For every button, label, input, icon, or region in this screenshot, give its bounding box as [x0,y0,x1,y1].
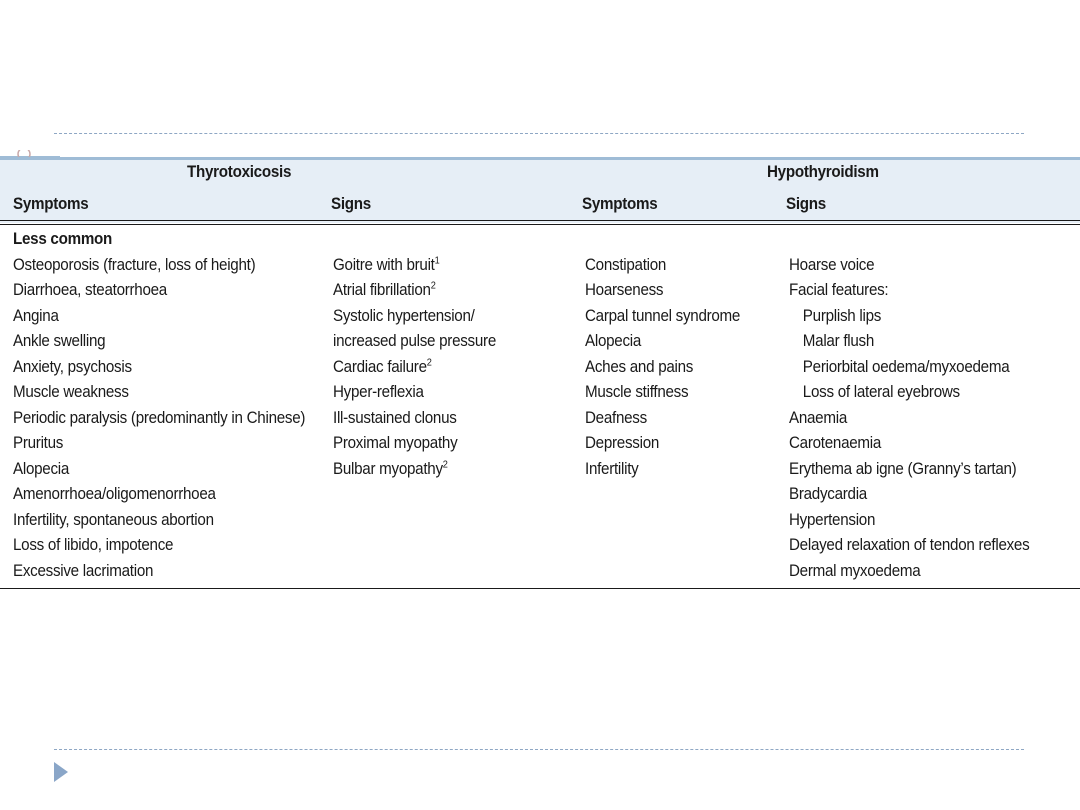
table-header [0,157,1080,223]
cell-text: Ankle swelling [13,332,106,350]
hypo-sign-item [789,457,1029,483]
thyro-symptom-item [13,380,305,406]
hypo-sign-item [789,253,1029,279]
thyro-symptom-item [13,482,305,508]
cell-text: Amenorrhoea/oligomenorrhoea [13,485,216,503]
hypo-symptom-item [585,329,740,355]
thyro-sign-item [333,329,496,355]
cell-text: Systolic hypertension/ [333,306,475,325]
thyro-symptom-item [13,559,305,585]
thyro-symptom-item [13,304,305,330]
thyro-sign-item [333,253,496,279]
footnote-marker: 2 [430,280,436,292]
thyro-symptoms-column [13,253,331,585]
hypo-signs-column [789,253,1050,585]
cell-text: Loss of lateral eyebrows [802,383,960,401]
hypo-symptom-item [585,304,740,330]
footnote-marker: 1 [434,255,440,266]
cell-text: Carpal tunnel syndrome [585,306,741,325]
cell-text: Delayed relaxation of tendon reflexes [789,536,1030,554]
footnote-marker: 2 [442,459,448,470]
thyro-sign-item [333,380,496,406]
group-title-hypothyroidism: Hypothyroidism [767,163,879,181]
hypo-sign-item [789,406,1029,432]
thyro-sign-item [333,431,496,457]
cell-text: Hypertension [789,510,876,529]
thyro-symptom-item [13,355,305,381]
footnote-marker: 2 [426,357,432,368]
hypo-sign-item [789,431,1029,457]
thyro-sign-item [333,457,496,483]
cell-text: Hoarseness [585,281,664,299]
cell-text: Osteoporosis (fracture, loss of height) [13,255,256,274]
hypo-sign-item [789,355,1029,381]
thyro-symptom-item [13,508,305,534]
hypo-symptom-item [585,253,740,279]
cell-text: Infertility [585,459,639,478]
hypo-symptom-item [585,380,740,406]
cell-text: Atrial fibrillation [333,281,431,299]
hypo-sign-item [789,559,1029,585]
subhead-thyro-signs: Signs [331,195,371,213]
hypo-sign-item [789,380,1029,406]
cell-text: Muscle stiffness [585,383,689,401]
cell-text: Goitre with bruit [333,255,435,274]
hypo-sign-item [789,533,1029,559]
top-divider [54,133,1024,134]
cell-text: Infertility, spontaneous abortion [13,510,214,529]
cell-text: Excessive lacrimation [13,561,154,580]
cell-text: Aches and pains [585,357,694,376]
bottom-divider [54,749,1024,750]
section-label: Less common [13,230,113,248]
cell-text: Carotenaemia [789,434,882,452]
cell-text: Angina [13,306,59,325]
hypo-symptom-item [585,457,740,483]
cell-text: Pruritus [13,434,64,452]
hypo-sign-item [789,304,1029,330]
hypo-sign-item [789,329,1029,355]
cell-text: Ill-sustained clonus [333,408,457,427]
hypo-symptom-item [585,431,740,457]
hypo-symptom-item [585,406,740,432]
cell-text: Facial features: [789,281,889,299]
cell-text: Depression [585,434,660,452]
cell-text: Bulbar myopathy [333,459,443,478]
thyro-symptom-item [13,431,305,457]
thyro-signs-column [333,253,510,483]
cell-text: Periorbital oedema/myxoedema [802,357,1010,376]
hypo-sign-item [789,508,1029,534]
hypo-symptom-item [585,278,740,304]
cell-text: Alopecia [13,459,70,478]
group-title-thyrotoxicosis: Thyrotoxicosis [187,163,292,181]
hypo-sign-item [789,278,1029,304]
thyro-symptom-item [13,278,305,304]
thyro-sign-item [333,406,496,432]
comparison-table [0,157,1080,589]
hypo-sign-item [789,482,1029,508]
header-rule [0,220,1080,221]
cell-text: Constipation [585,255,667,274]
play-arrow-icon [54,762,68,782]
thyro-sign-item [333,304,496,330]
cell-text: Deafness [585,408,647,427]
hypo-symptoms-column [585,253,754,483]
cell-text: increased pulse pressure [333,332,496,350]
thyro-symptom-item [13,253,305,279]
cell-text: Malar flush [802,332,875,350]
cell-text: Loss of libido, impotence [13,536,174,554]
cell-text: Proximal myopathy [333,434,458,452]
subhead-hypo-symptoms: Symptoms [582,195,658,213]
cell-text: Dermal myxoedema [789,561,921,580]
cell-text: Anaemia [789,408,847,427]
cell-text: Cardiac failure [333,357,427,376]
cell-text: Erythema ab igne (Granny’s tartan) [789,459,1017,478]
thyro-symptom-item [13,457,305,483]
cell-text: Hoarse voice [789,255,875,274]
cell-text: Hyper-reflexia [333,383,424,401]
subhead-thyro-symptoms: Symptoms [13,195,89,213]
hypo-symptom-item [585,355,740,381]
thyro-symptom-item [13,533,305,559]
thyro-sign-item [333,355,496,381]
thyro-symptom-item [13,406,305,432]
cell-text: Anxiety, psychosis [13,357,132,376]
cell-text: Periodic paralysis (predominantly in Chinese) [13,408,306,427]
cell-text: Alopecia [585,332,642,350]
cell-text: Diarrhoea, steatorrhoea [13,281,167,299]
table-bottom-rule [0,588,1080,589]
thyro-symptom-item [13,329,305,355]
subhead-hypo-signs: Signs [786,195,826,213]
cell-text: Muscle weakness [13,383,129,401]
header-rule-inner [0,224,1080,225]
thyro-sign-item [333,278,496,304]
cell-text: Bradycardia [789,485,867,503]
cell-text: Purplish lips [802,306,882,325]
